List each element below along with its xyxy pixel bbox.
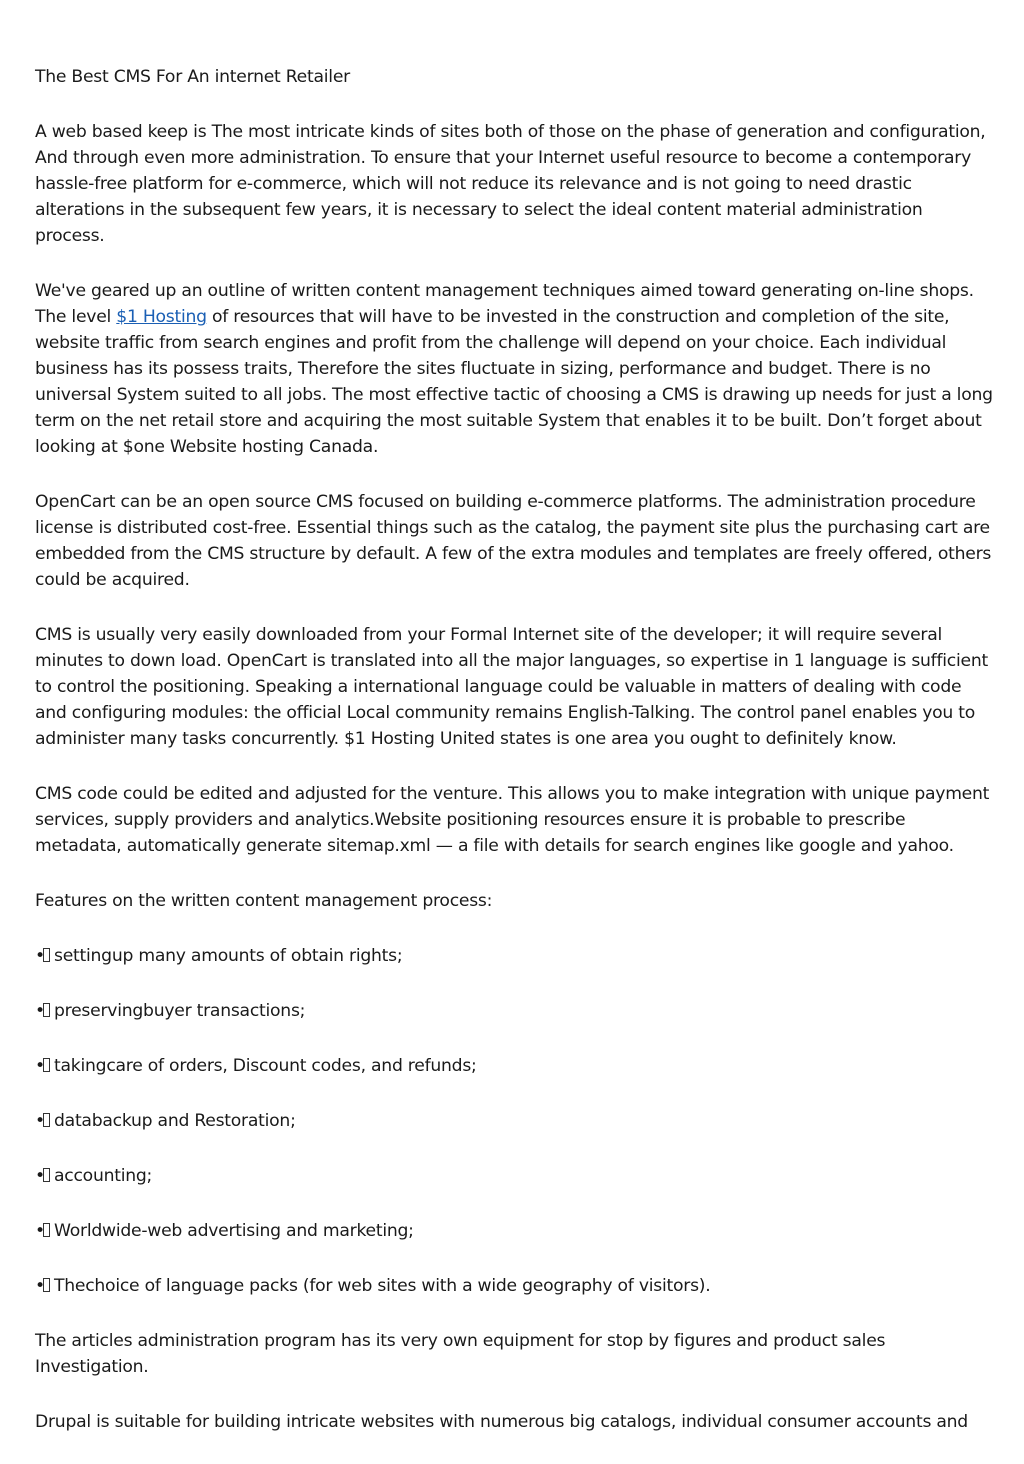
list-item-first-word: preserving [54, 1001, 144, 1021]
bullet-icon: • [35, 1001, 45, 1021]
list-item-first-word: taking [54, 1056, 107, 1076]
list-item [35, 943, 995, 969]
list-item-rest: choice of language packs (for web sites with a wide geography of visitors). [85, 1276, 711, 1296]
paragraph-code: CMS code could be edited and adjusted for the venture. This allows you to make integration with unique payment services, supply providers and analytics.Website positioning resources ensure it is probable to prescribe metadata, automatically generate sitemap.xml — a file with details for search engines like google and yahoo. [35, 784, 990, 856]
bullet-icon: • [35, 1166, 45, 1186]
paragraph-overview [35, 278, 995, 460]
bullet-icon: • [35, 946, 45, 966]
paragraph-opencart: OpenCart can be an open source CMS focused on building e-commerce platforms. The administration procedure license is distributed cost-free. Essential things such as the catalog, the payment site plus the purchasing cart are embedded from the CMS structure by default. A few of the extra modules and templates are freely offered, others could be acquired. [35, 492, 992, 590]
paragraph-analytics: The articles administration program has its very own equipment for stop by figures and product sales Investigation. [35, 1331, 886, 1377]
missing-glyph-icon [43, 1223, 50, 1237]
list-item-rest: backup and Restoration; [91, 1111, 296, 1131]
missing-glyph-icon [43, 1278, 50, 1292]
list-item [35, 1163, 995, 1189]
list-item-first-word: accounting; [54, 1166, 153, 1186]
list-item-first-word: World [54, 1221, 103, 1241]
list-item [35, 998, 995, 1024]
list-item-rest: care of orders, Discount codes, and refunds; [106, 1056, 477, 1076]
list-item-rest: buyer transactions; [143, 1001, 306, 1021]
list-item [35, 1053, 995, 1079]
paragraph-overview-text-b: of resources that will have to be invested in the construction and completion of the site, website traffic from search engines and profit from the challenge will depend on your choice. Each individual business has its possess traits, Therefore the sites fluctuate in sizing, performance and budget. There is no universal System suited to all jobs. The most effective tactic of choosing a CMS is drawing up needs for just a long term on the net retail store and acquiring the most suitable System that enables it to be built. Don’t forget about looking at $one Website hosting Canada. [35, 307, 993, 457]
bullet-icon: • [35, 1056, 45, 1076]
list-item-first-word: data [54, 1111, 92, 1131]
bullet-icon: • [35, 1276, 45, 1296]
list-item-rest: up many amounts of obtain rights; [111, 946, 403, 966]
list-item-rest: wide-web advertising and marketing; [102, 1221, 414, 1241]
missing-glyph-icon [43, 1058, 50, 1072]
missing-glyph-icon [43, 1003, 50, 1017]
features-heading: Features on the written content management process: [35, 891, 493, 911]
bullet-icon: • [35, 1221, 45, 1241]
list-item-first-word: setting [54, 946, 112, 966]
missing-glyph-icon [43, 1168, 50, 1182]
list-item [35, 1108, 995, 1134]
paragraph-drupal: Drupal is suitable for building intricate websites with numerous big catalogs, individual consumer accounts and [35, 1412, 968, 1432]
bullet-icon: • [35, 1111, 45, 1131]
document-title: The Best CMS For An internet Retailer [35, 67, 350, 87]
paragraph-download: CMS is usually very easily downloaded from your Formal Internet site of the developer; it will require several minutes to down load. OpenCart is translated into all the major languages, so expertise in 1 language is sufficient to control the positioning. Speaking a international language could be valuable in matters of dealing with code and configuring modules: the official Local community remains English-Talking. The control panel enables you to administer many tasks concurrently. $1 Hosting United states is one area you ought to definitely know. [35, 625, 988, 749]
list-item [35, 1273, 995, 1299]
document-body [35, 64, 995, 1464]
missing-glyph-icon [43, 948, 50, 962]
missing-glyph-icon [43, 1113, 50, 1127]
paragraph-intro: A web based keep is The most intricate kinds of sites both of those on the phase of generation and configuration, And through even more administration. To ensure that your Internet useful resource to become a contemporary hassle-free platform for e-commerce, which will not reduce its relevance and is not going to need drastic alterations in the subsequent few years, it is necessary to select the ideal content material administration process. [35, 122, 986, 246]
list-item [35, 1218, 995, 1244]
paragraph-overview-text-a: We've geared up an outline of written content management techniques aimed toward generating on-line shops. The level [35, 281, 974, 327]
hosting-link[interactable]: $1 Hosting [116, 307, 207, 327]
list-item-first-word: The [54, 1276, 86, 1296]
